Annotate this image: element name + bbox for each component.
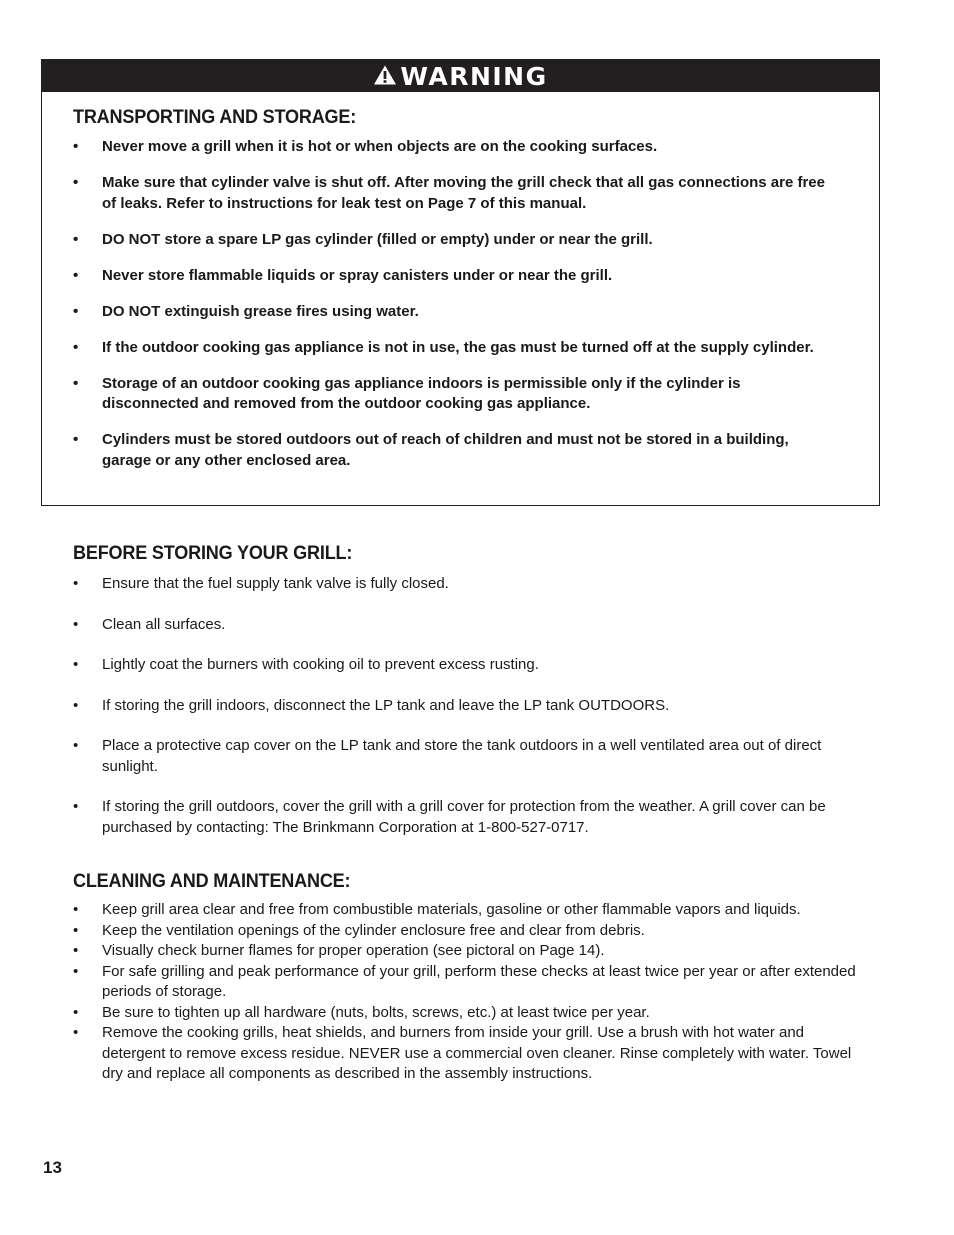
bullet: • (73, 921, 79, 939)
warning-list-item: • Never move a grill when it is hot or when objects are on the cooking surfaces. (73, 137, 833, 158)
bullet: • (73, 901, 79, 918)
storing-list-item: • If storing the grill indoors, disconnect the LP tank and leave the LP tank OUTDOORS. (73, 696, 863, 717)
warning-list-item: • Cylinders must be stored outdoors out of reach of children and must not be stored in a building, garage or any other enclosed area. (73, 431, 789, 469)
bullet: • (73, 1024, 79, 1041)
bullet: • (73, 138, 79, 155)
cleaning-list-item: • Visually check burner flames for proper operation (see pictoral on Page 14). (73, 941, 863, 962)
cleaning-section (73, 871, 863, 1085)
bullet: • (73, 174, 79, 191)
bullet: • (73, 1003, 79, 1021)
bullet: • (73, 615, 79, 633)
warning-triangle-icon (373, 64, 397, 86)
warning-box (41, 59, 880, 506)
bullet: • (73, 962, 79, 980)
bullet: • (73, 798, 79, 815)
cleaning-list (73, 900, 863, 1085)
storing-list-item: • Lightly coat the burners with cooking oil to prevent excess rusting. (73, 655, 863, 676)
warning-header (42, 60, 879, 92)
bullet: • (73, 266, 79, 284)
bullet: • (73, 737, 79, 754)
warning-label: WARNING (400, 61, 548, 91)
storing-list-item: • Clean all surfaces. (73, 615, 863, 636)
warning-list-item: • Never store flammable liquids or spray canisters under or near the grill. (73, 266, 833, 287)
bullet: • (73, 656, 79, 673)
warning-list-item: • If the outdoor cooking gas appliance is not in use, the gas must be turned off at the supply cylinder. (73, 338, 833, 359)
warning-list-item: • Storage of an outdoor cooking gas appliance indoors is permissible only if the cylinder is disconnected and removed from the outdoor cooking gas appliance. (73, 374, 741, 412)
warning-content (42, 92, 879, 471)
warning-list-item: • DO NOT store a spare LP gas cylinder (filled or empty) under or near the grill. (73, 230, 833, 251)
bullet: • (73, 575, 79, 592)
page-number: 13 (43, 1158, 62, 1177)
warning-list-item: • DO NOT extinguish grease fires using water. (73, 302, 833, 323)
cleaning-list-item: • For safe grilling and peak performance of your grill, perform these checks at least twice per year or after extended periods of storage. (73, 962, 856, 1000)
storing-list-item: • If storing the grill outdoors, cover the grill with a grill cover for protection from the weather. A grill cover can be purchased by contacting: The Brinkmann Corporation at 1-800-527-0717. (73, 798, 826, 836)
bullet: • (73, 230, 79, 248)
before-storing-list (73, 574, 863, 838)
storing-list-item: • Place a protective cap cover on the LP tank and store the tank outdoors in a well ventilated area out of direct sunlight. (73, 737, 822, 775)
bullet: • (73, 302, 79, 320)
warning-list (73, 137, 833, 471)
cleaning-heading: CLEANING AND MAINTENANCE: (73, 871, 351, 892)
cleaning-list-item: • Keep the ventilation openings of the cylinder enclosure free and clear from debris. (73, 921, 863, 942)
before-storing-section (73, 543, 863, 858)
cleaning-list-item: • Keep grill area clear and free from combustible materials, gasoline or other flammable vapors and liquids. (73, 900, 863, 921)
cleaning-list-item: • Be sure to tighten up all hardware (nuts, bolts, screws, etc.) at least twice per year. (73, 1003, 863, 1024)
before-storing-heading: BEFORE STORING YOUR GRILL: (73, 543, 353, 564)
cleaning-list-item: • Remove the cooking grills, heat shields, and burners from inside your grill. Use a brush with hot water and detergent to remove excess residue. NEVER use a commercial oven cleaner. Rinse completely with water. Towel dry and replace all components as described in the assembly instructions. (73, 1024, 852, 1082)
bullet: • (73, 374, 79, 392)
transporting-storage-heading: TRANSPORTING AND STORAGE: (73, 107, 357, 128)
bullet: • (73, 942, 79, 959)
bullet: • (73, 338, 79, 356)
warning-list-item: • Make sure that cylinder valve is shut off. After moving the grill check that all gas connections are free of leaks. Refer to instructions for leak test on Page 7 of this manual. (73, 174, 825, 212)
bullet: • (73, 696, 79, 714)
storing-list-item: • Ensure that the fuel supply tank valve is fully closed. (73, 574, 863, 595)
bullet: • (73, 431, 79, 448)
